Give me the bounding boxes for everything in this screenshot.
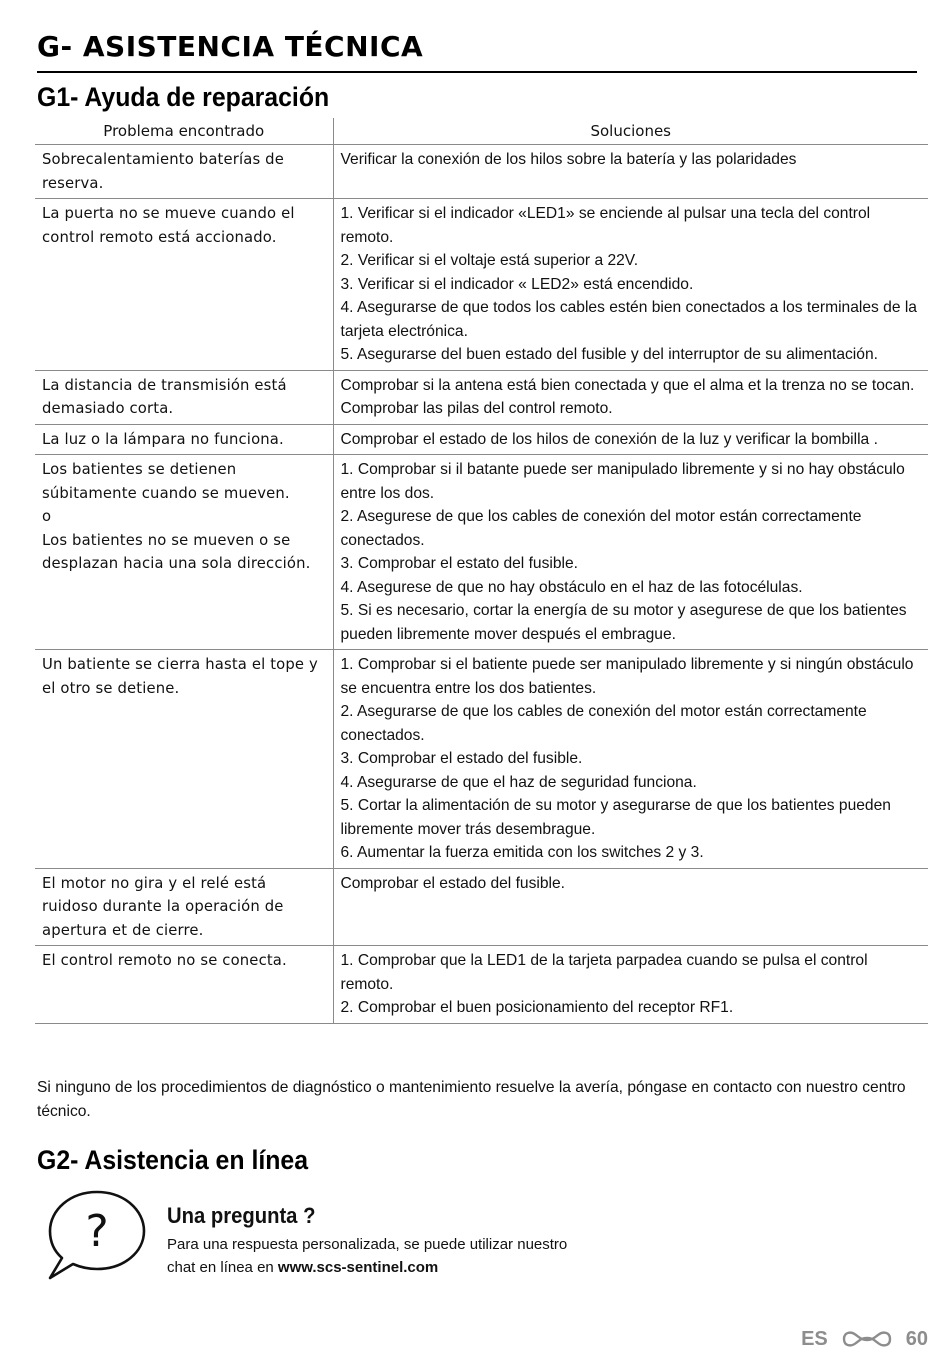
- problem-line: La distancia de transmisión está: [42, 376, 287, 394]
- page-title: G- ASISTENCIA TÉCNICA: [37, 30, 424, 63]
- table-row: [35, 199, 928, 371]
- solution-item: 2. Comprobar el buen posicionamiento del receptor RF1.: [340, 999, 734, 1016]
- problem-line: control remoto está accionado.: [42, 228, 277, 246]
- scs-infinity-logo-icon: [838, 1328, 896, 1350]
- section-title-g2: G2- Asistencia en línea: [37, 1145, 309, 1175]
- column-header-problem: Problema encontrado: [35, 118, 333, 145]
- question-text-prefix: chat en línea en: [167, 1259, 278, 1276]
- table-row: [35, 370, 928, 424]
- problem-line: súbitamente cuando se mueven.: [42, 484, 290, 502]
- table-body: [35, 145, 928, 1024]
- page-number: 60: [905, 1327, 928, 1350]
- question-title: Una pregunta ?: [167, 1203, 316, 1228]
- solution-item: 1. Comprobar si el batiente puede ser manipulado libremente y si ningún obstáculo se encuentra entre los dos batientes.: [340, 656, 914, 697]
- column-header-solutions: Soluciones: [333, 118, 928, 145]
- solution-item: Comprobar las pilas del control remoto.: [340, 400, 613, 417]
- solution-item: 5. Asegurarse del buen estado del fusible y del interruptor de su alimentación.: [340, 346, 878, 363]
- table-row: [35, 868, 928, 946]
- table-row: [35, 145, 928, 199]
- table-header-row: [35, 118, 928, 145]
- problem-line: el otro se detiene.: [42, 679, 180, 697]
- solution-item: 1. Comprobar si il batante puede ser manipulado libremente y si no hay obstáculo entre los dos.: [340, 461, 905, 502]
- problem-cell: [35, 946, 333, 1024]
- solution-item: Comprobar si la antena está bien conectada y que el alma et la trenza no se tocan.: [340, 376, 915, 394]
- table-row: [35, 455, 928, 650]
- solution-item: 3. Verificar si el indicador « LED2» está encendido.: [340, 275, 694, 293]
- page-footer: [801, 1324, 928, 1354]
- problem-cell: [35, 650, 333, 869]
- problem-line: La luz o la lámpara no funciona.: [42, 430, 284, 448]
- solution-item: 2. Asegurarse de que los cables de conexión del motor están correctamente conectados.: [340, 703, 867, 744]
- problem-cell: [35, 868, 333, 946]
- problem-line: o: [42, 508, 52, 525]
- solution-item: Comprobar el estado del fusible.: [340, 874, 566, 892]
- problem-line: demasiado corta.: [42, 400, 174, 417]
- question-text-line2: [167, 1256, 667, 1279]
- solution-cell: [333, 424, 928, 455]
- solution-item: 3. Comprobar el estado del fusible.: [340, 750, 583, 767]
- solution-cell: [333, 199, 928, 371]
- solution-item: 4. Asegurese de que no hay obstáculo en el haz de las fotocélulas.: [340, 578, 803, 596]
- solution-cell: [333, 145, 928, 199]
- solution-item: 5. Cortar la alimentación de su motor y asegurarse de que los batientes pueden libremente mover trás desembrague.: [340, 797, 891, 838]
- table-row: [35, 424, 928, 455]
- solution-item: 4. Asegurarse de que todos los cables estén bien conectados a los terminales de la tarjeta electrónica.: [340, 299, 917, 340]
- solution-cell: [333, 455, 928, 650]
- solution-item: 3. Comprobar el estato del fusible.: [340, 555, 579, 572]
- solution-cell: [333, 370, 928, 424]
- website-link[interactable]: www.scs-sentinel.com: [277, 1259, 439, 1276]
- solution-item: 6. Aumentar la fuerza emitida con los switches 2 y 3.: [340, 844, 704, 861]
- question-text-line1: Para una respuesta personalizada, se puede utilizar nuestro: [167, 1236, 568, 1253]
- solution-item: 5. Si es necesario, cortar la energía de su motor y asegurese de que los batientes pueden libremente mover después el embrague.: [340, 602, 907, 643]
- solution-item: 1. Verificar si el indicador «LED1» se enciende al pulsar una tecla del control remoto.: [340, 205, 871, 246]
- solution-item: 2. Asegurese de que los cables de conexión del motor están correctamente conectados.: [340, 508, 862, 549]
- solution-item: Comprobar el estado de los hilos de conexión de la luz y verificar la bombilla .: [340, 430, 878, 448]
- problem-cell: [35, 370, 333, 424]
- question-mark: ?: [85, 1206, 109, 1257]
- language-code: ES: [801, 1327, 828, 1350]
- problem-line: La puerta no se mueve cuando el: [42, 205, 295, 222]
- contact-note: Si ninguno de los procedimientos de diagnóstico o mantenimiento resuelve la avería, póngase en contacto con nuestro centro técnico.: [37, 1079, 906, 1120]
- table-row: [35, 946, 928, 1024]
- problem-line: ruidoso durante la operación de: [42, 898, 284, 915]
- section-title-g1: G1- Ayuda de reparación: [37, 82, 330, 112]
- problem-line: El motor no gira y el relé está: [42, 874, 267, 892]
- title-underline: [37, 71, 917, 73]
- question-text: [167, 1233, 667, 1279]
- problem-cell: [35, 455, 333, 650]
- solution-cell: [333, 650, 928, 869]
- table-row: [35, 650, 928, 869]
- solution-cell: [333, 868, 928, 946]
- problem-line: Sobrecalentamiento baterías de: [42, 151, 284, 168]
- solution-item: Verificar la conexión de los hilos sobre la batería y las polaridades: [340, 151, 797, 168]
- problem-cell: [35, 145, 333, 199]
- problem-line: Los batientes se detienen: [42, 461, 237, 478]
- solution-cell: [333, 946, 928, 1024]
- troubleshooting-table: [35, 118, 928, 1024]
- solution-item: 4. Asegurarse de que el haz de seguridad funciona.: [340, 773, 697, 791]
- problem-line: Un batiente se cierra hasta el tope y: [42, 656, 318, 673]
- problem-line: El control remoto no se conecta.: [42, 952, 287, 969]
- solution-item: 2. Verificar si el voltaje está superior a 22V.: [340, 252, 639, 269]
- question-bubble-icon: [42, 1186, 152, 1282]
- problem-cell: [35, 424, 333, 455]
- problem-cell: [35, 199, 333, 371]
- problem-line: reserva.: [42, 174, 104, 192]
- problem-line: desplazan hacia una sola dirección.: [42, 555, 311, 572]
- problem-line: apertura et de cierre.: [42, 921, 204, 939]
- problem-line: Los batientes no se mueven o se: [42, 531, 291, 549]
- solution-item: 1. Comprobar que la LED1 de la tarjeta parpadea cuando se pulsa el control remoto.: [340, 952, 868, 993]
